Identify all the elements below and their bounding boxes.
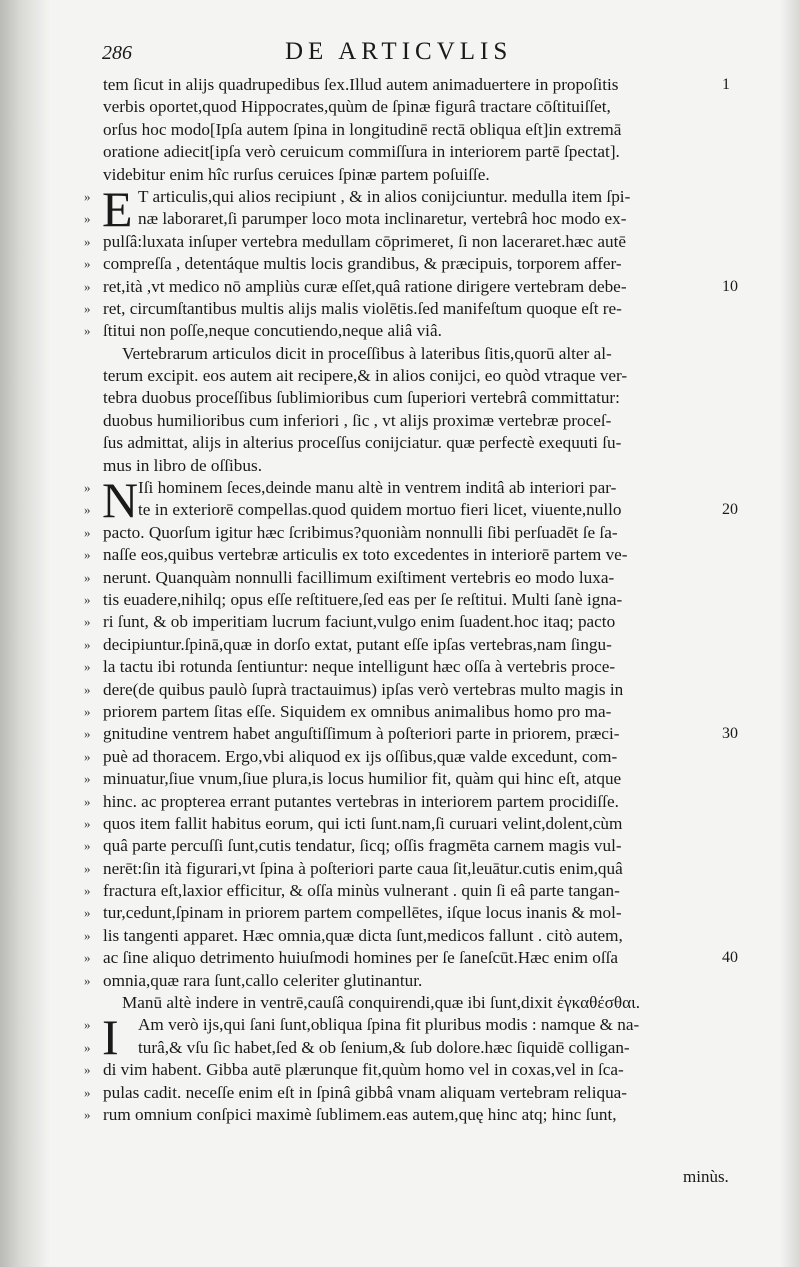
text-line	[0, 567, 800, 589]
text-line	[0, 791, 800, 813]
text-line	[0, 231, 800, 253]
text-line	[0, 947, 800, 969]
text-line	[0, 298, 800, 320]
text-line	[0, 634, 800, 656]
line-text: quâ parte percuſſi ſunt,cutis tendatur, ſicq; oſſis fragmēta carnem magis vul-	[103, 836, 622, 856]
line-text: decipiuntur.ſpinā,quæ in dorſo extat, putant eſſe ipſas vertebras,nam ſingu-	[103, 634, 612, 654]
text-line	[0, 522, 800, 544]
text-line	[0, 723, 800, 745]
line-text: ret, circumſtantibus multis alijs malis violētis.ſed manifeſtum quoque eſt re-	[103, 298, 622, 318]
quotation-marker: »	[84, 569, 91, 585]
text-line	[0, 858, 800, 880]
line-text: pulas cadit. neceſſe enim eſt in ſpinâ gibbâ vnam aliquam vertebram reliqua-	[103, 1082, 628, 1102]
quotation-marker: »	[84, 211, 91, 227]
line-text: T articulis,qui alios recipiunt , & in alios conijciuntur. medulla item ſpi-	[138, 186, 631, 206]
paragraph	[0, 992, 800, 1014]
quotation-marker: »	[84, 1084, 91, 1100]
quotation-marker: »	[84, 905, 91, 921]
line-text: naſſe eos,quibus vertebræ articulis ex toto excedentes in interiorē partem ve-	[103, 545, 628, 565]
quotation-marker: »	[84, 1106, 91, 1122]
quotation-marker: »	[84, 547, 91, 563]
text-line	[0, 1014, 800, 1036]
margin-line-number: 40	[722, 949, 738, 967]
paragraph	[0, 74, 800, 186]
line-text: priorem partem ſitas eſſe. Siquidem ex omnibus animalibus homo pro ma-	[103, 701, 612, 721]
drop-cap-initial: N	[102, 472, 139, 529]
quotation-marker: »	[84, 860, 91, 876]
text-line	[0, 365, 800, 387]
quotation-marker: »	[84, 188, 91, 204]
line-text: Vertebrarum articulos dicit in proceſſibus à lateribus ſitis,quorū alter al-	[122, 343, 612, 363]
quotation-marker: »	[84, 480, 91, 496]
quotation-marker: »	[84, 278, 91, 294]
text-line	[0, 679, 800, 701]
line-text: hinc. ac propterea errant putantes vertebras in interiorem partem procidiſſe.	[103, 791, 619, 811]
line-text: Am verò ijs,qui ſani ſunt,obliqua ſpina fit pluribus modis : namque & na-	[138, 1015, 640, 1035]
text-line	[0, 477, 800, 499]
text-line	[0, 768, 800, 790]
text-line	[0, 970, 800, 992]
line-text: lis tangenti apparet. Hæc omnia,quæ dicta ſunt,medicos fallunt . citò autem,	[103, 925, 623, 945]
quotation-marker: »	[84, 614, 91, 630]
quotation-marker: »	[84, 793, 91, 809]
quotation-marker: »	[84, 972, 91, 988]
page-header	[0, 38, 800, 70]
text-line	[0, 880, 800, 902]
text-line	[0, 902, 800, 924]
text-line	[0, 343, 800, 365]
line-text: fractura eſt,laxior efficitur, & oſſa minùs vulnerant . quin ſi eâ parte tangan-	[103, 881, 620, 901]
text-line	[0, 186, 800, 208]
margin-line-number: 20	[722, 501, 738, 519]
line-text: ret,ità ,vt medico nō ampliùs curæ eſſet,quâ ratione dirigere vertebram debe-	[103, 276, 627, 296]
body-text	[0, 74, 800, 1126]
drop-cap-initial: E	[102, 180, 133, 237]
line-text: oratione adiecit[ipſa verò ceruicum commiſſura in interiorem partē ſpectat].	[103, 142, 620, 162]
quotation-marker: »	[84, 256, 91, 272]
line-text: compreſſa , detentáque multis locis grandibus, & præcipuis, torporem affer-	[103, 254, 622, 274]
quotation-marker: »	[84, 1062, 91, 1078]
line-text: omnia,quæ rara ſunt,callo celeriter glutinantur.	[103, 970, 423, 990]
quotation-marker: »	[84, 838, 91, 854]
text-line	[0, 119, 800, 141]
text-line	[0, 746, 800, 768]
quotation-marker: »	[84, 1039, 91, 1055]
line-text: nerunt. Quanquàm nonnulli facillimum exiſtiment vertebris eo modo luxa-	[103, 567, 615, 587]
line-text: mus in libro de oſſibus.	[103, 455, 262, 475]
text-line	[0, 656, 800, 678]
text-line	[0, 544, 800, 566]
text-line	[0, 1082, 800, 1104]
quotation-marker: »	[84, 748, 91, 764]
paragraph-with-initial	[0, 180, 800, 343]
line-text: tem ſicut in alijs quadrupedibus ſex.Illud autem animaduertere in propoſitis	[103, 75, 619, 94]
text-line	[0, 589, 800, 611]
line-text: Manū altè indere in ventrē,cauſâ conquirendi,quæ ibi ſunt,dixit ἐγκαθέσθαι.	[122, 993, 641, 1013]
text-line	[0, 276, 800, 298]
line-text: pacto. Quorſum igitur hæc ſcribimus?quoniàm nonnulli ſibi perſuadēt ſe ſa-	[103, 522, 618, 542]
line-text: tis euadere,nihilq; opus eſſe reſtituere,ſed eas per ſe reſtitui. Multi ſanè igna-	[103, 589, 623, 609]
text-line	[0, 925, 800, 947]
quotation-marker: »	[84, 502, 91, 518]
quotation-marker: »	[84, 659, 91, 675]
line-text: orſus hoc modo[Ipſa autem ſpina in longitudinē rectā obliqua eſt]in extremā	[103, 119, 622, 139]
margin-line-number: 30	[722, 725, 738, 743]
quotation-marker: »	[84, 300, 91, 316]
line-text: ac ſine aliquo detrimento huiuſmodi homines per ſe ſaneſcūt.Hæc enim oſſa	[103, 948, 619, 968]
text-line	[0, 74, 800, 96]
paragraph-with-initial	[0, 1009, 800, 1126]
text-line	[0, 432, 800, 454]
text-line	[0, 701, 800, 723]
line-text: te in exteriorē compellas.quod quidem mortuo fieri licet, viuente,nullo	[138, 500, 622, 520]
line-text: Iſi hominem ſeces,deinde manu altè in ventrem inditâ ab interiori par-	[138, 478, 617, 498]
quotation-marker: »	[84, 815, 91, 831]
quotation-marker: »	[84, 323, 91, 339]
margin-line-number: 10	[722, 277, 738, 295]
paragraph-with-initial	[0, 472, 800, 992]
line-text: rum omnium conſpici maximè ſublimem.eas autem,quę hinc atq; hinc ſunt,	[103, 1104, 617, 1124]
text-line	[0, 387, 800, 409]
line-text: ſus admittat, alijs in alterius proceſſus conijciatur. quæ perfectè exequuti ſu-	[103, 433, 622, 453]
line-text: puè ad thoracem. Ergo,vbi aliquod ex ijs oſſibus,quæ valde excedunt, com-	[103, 746, 618, 766]
line-text: quos item fallit habitus eorum, qui icti ſunt.nam,ſi curuari velint,dolent,cùm	[103, 813, 623, 833]
line-text: ri ſunt, & ob imperitiam lucrum faciunt,vulgo enim ſuadent.hoc itaq; pacto	[103, 612, 616, 632]
line-text: duobus humilioribus cum inferiori , ſic , vt alijs proximæ vertebræ proceſ-	[103, 410, 612, 430]
text-line	[0, 611, 800, 633]
quotation-marker: »	[84, 524, 91, 540]
drop-cap-initial: I	[102, 1009, 119, 1066]
text-line	[0, 835, 800, 857]
line-text: pulſâ:luxata inſuper vertebra medullam cōprimeret, ſi non laceraret.hæc autē	[103, 231, 627, 251]
text-line	[0, 253, 800, 275]
text-line	[0, 1037, 800, 1059]
paragraph	[0, 343, 800, 477]
text-line	[0, 410, 800, 432]
quotation-marker: »	[84, 883, 91, 899]
line-text: gnitudine ventrem habet anguſtiſſimum à poſteriori parte in priorem, præci-	[103, 724, 620, 744]
text-line	[0, 141, 800, 163]
line-text: verbis oportet,quod Hippocrates,quùm de ſpinæ figurâ tractare cōſtituiſſet,	[103, 97, 611, 117]
text-line	[0, 208, 800, 230]
line-text: minuatur,ſiue vnum,ſiue plura,is locus humilior fit, quàm qui hinc eſt, atque	[103, 769, 622, 789]
line-text: tebra duobus proceſſibus ſublimioribus cum ſuperiori vertebrâ committatur:	[103, 388, 620, 408]
line-text: dere(de quibus paulò ſuprà tractauimus) ipſas verò vertebras multo magis in	[103, 679, 624, 699]
text-line	[0, 96, 800, 118]
line-text: næ laboraret,ſi parumper loco mota inclinaretur, vertebrâ hoc modo ex-	[138, 209, 627, 229]
line-text: tur,cedunt,ſpinam in priorem partem compellētes, iſque locus inanis & mol-	[103, 903, 622, 923]
margin-line-number: 1	[722, 76, 730, 93]
line-text: turâ,& vſu ſic habet,ſed & ob ſenium,& ſub dolore.hæc ſiquidē colligan-	[138, 1037, 630, 1057]
quotation-marker: »	[84, 591, 91, 607]
text-line	[0, 1104, 800, 1126]
quotation-marker: »	[84, 681, 91, 697]
line-text: di vim habent. Gibba autē plærunque fit,quùm homo vel in coxas,vel in ſca-	[103, 1060, 624, 1080]
line-text: terum excipit. eos autem ait recipere,& in alios conijci, eo quòd vtraque ver-	[103, 366, 628, 386]
text-line	[0, 499, 800, 521]
quotation-marker: »	[84, 636, 91, 652]
quotation-marker: »	[84, 726, 91, 742]
line-text: videbitur enim hîc rurſus ceruices ſpinæ partem poſuiſſe.	[103, 164, 490, 184]
catchword: minùs.	[683, 1167, 729, 1186]
quotation-marker: »	[84, 233, 91, 249]
text-line	[0, 320, 800, 342]
line-text: ſtitui non poſſe,neque concutiendo,neque aliâ viâ.	[103, 321, 442, 341]
text-line	[0, 1059, 800, 1081]
text-line	[0, 992, 800, 1014]
quotation-marker: »	[84, 1017, 91, 1033]
line-text: la tactu ibi rotunda ſentiuntur: neque intelligunt hæc oſſa à vertebris proce-	[103, 657, 616, 677]
quotation-marker: »	[84, 950, 91, 966]
quotation-marker: »	[84, 927, 91, 943]
quotation-marker: »	[84, 771, 91, 787]
line-text: nerēt:ſin ità figurari,vt ſpina à poſteriori parte caua ſit,leuātur.cutis enim,quâ	[103, 858, 623, 878]
quotation-marker: »	[84, 703, 91, 719]
text-line	[0, 813, 800, 835]
running-head: DE ARTICVLIS	[285, 38, 513, 65]
page-number: 286	[102, 42, 132, 64]
